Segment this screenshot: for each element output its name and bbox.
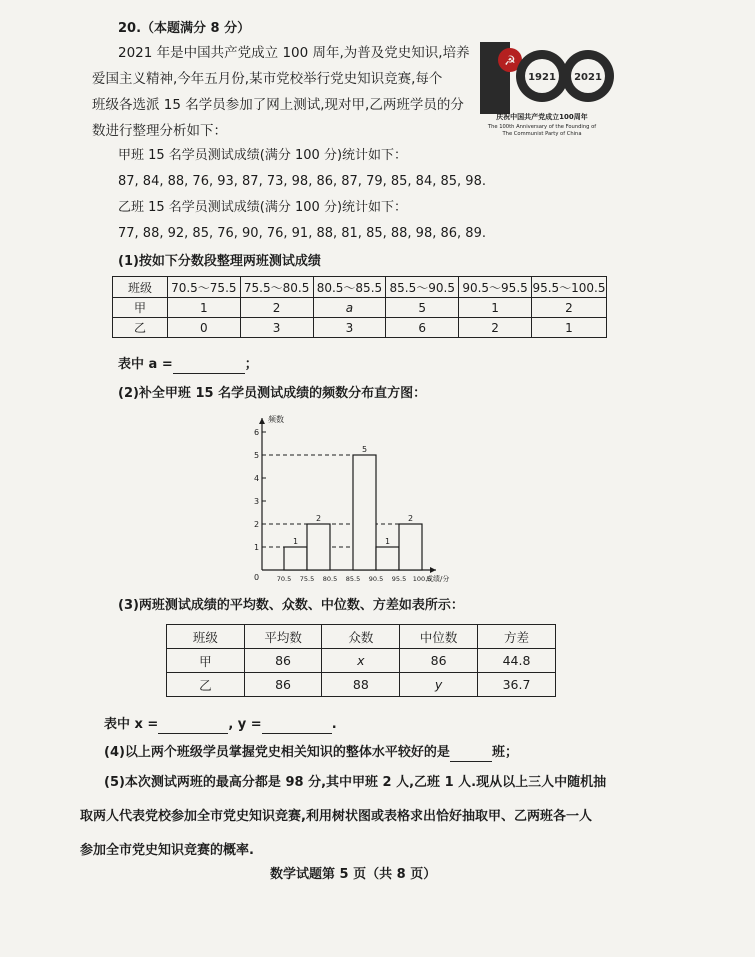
histogram-bar <box>284 547 307 570</box>
table-cell: 5 <box>386 298 459 318</box>
histogram-bars <box>284 455 422 570</box>
y-tick-label: 6 <box>254 428 260 437</box>
bar-value-label: 5 <box>361 445 368 454</box>
table-cell: 3 <box>313 318 386 338</box>
table-header-cell: 班级 <box>167 625 245 649</box>
q1-prompt: (1)按如下分数段整理两班测试成绩 <box>118 254 321 269</box>
table-cell: y <box>400 673 478 697</box>
table-row <box>113 318 607 338</box>
x-tick-label: 70.5 <box>276 575 292 583</box>
y-tick-label: 2 <box>254 520 260 529</box>
q3-answer-suffix: . <box>331 717 337 732</box>
table-header-row <box>167 625 556 649</box>
origin-label: 0 <box>254 573 260 582</box>
table-cell: a <box>313 298 386 318</box>
histogram-bar <box>376 547 399 570</box>
x-tick-label: 75.5 <box>299 575 315 583</box>
frequency-histogram <box>240 410 480 590</box>
table-cell: 3 <box>240 318 313 338</box>
centenary-logo <box>470 38 616 140</box>
q3-answer-prefix: 表中 x = <box>104 717 159 732</box>
logo-badge-left: 1921 <box>528 72 556 83</box>
x-tick-label: 90.5 <box>368 575 384 583</box>
logo-caption-en-2: The Communist Party of China <box>502 131 582 137</box>
q5-line: 取两人代表党校参加全市党史知识竞赛,利用树状图或表格求出恰好抽取甲、乙两班各一人 <box>80 809 592 824</box>
table-header-cell: 70.5～75.5 <box>167 277 240 298</box>
x-tick-label: 85.5 <box>345 575 361 583</box>
histogram-bar <box>307 524 330 570</box>
table-header-cell: 90.5～95.5 <box>459 277 532 298</box>
y-axis-arrow <box>259 418 265 424</box>
logo-caption-cn: 庆祝中国共产党成立100周年 <box>496 113 588 121</box>
q4-prompt: (4)以上两个班级学员掌握党史相关知识的整体水平较好的是 <box>104 745 450 760</box>
table-cell: 0 <box>167 318 240 338</box>
table-cell: 88 <box>322 673 400 697</box>
intro-line: 数进行整理分析如下： <box>92 123 227 139</box>
q5-line: (5)本次测试两班的最高分都是 98 分,其中甲班 2 人,乙班 1 人.现从以上三人中随机抽 <box>104 775 607 790</box>
problem-number: 20.（本题满分 8 分） <box>118 21 251 36</box>
statistics-table <box>166 624 556 697</box>
q4-suffix: 班； <box>491 745 518 760</box>
answer-blank-class[interactable] <box>450 747 492 762</box>
q3-prompt: (3)两班测试成绩的平均数、众数、中位数、方差如表所示： <box>118 598 464 613</box>
histogram-bar <box>353 455 376 570</box>
y-axis-title: 频数 <box>268 415 284 424</box>
table-cell: 1 <box>167 298 240 318</box>
table-cell: 2 <box>240 298 313 318</box>
table-header-cell: 方差 <box>477 625 555 649</box>
x-axis-arrow <box>430 567 436 573</box>
table-header-cell: 85.5～90.5 <box>386 277 459 298</box>
table-cell: 2 <box>531 298 606 318</box>
table-cell: 乙 <box>167 673 245 697</box>
table-row <box>167 673 556 697</box>
answer-blank-a[interactable] <box>173 359 245 374</box>
histogram-guides <box>262 455 422 547</box>
table-cell: 乙 <box>113 318 168 338</box>
x-axis-title: 成绩/分 <box>426 575 450 583</box>
y-tick-label: 5 <box>254 451 260 460</box>
table-cell: 6 <box>386 318 459 338</box>
page-footer: 数学试题第 5 页（共 8 页） <box>270 867 437 882</box>
class-a-caption: 甲班 15 名学员测试成绩(满分 100 分)统计如下： <box>118 148 408 163</box>
y-tick-label: 1 <box>254 543 260 552</box>
logo-badge-right: 2021 <box>574 72 602 83</box>
centenary-logo-graphic <box>470 38 616 140</box>
bar-value-label: 1 <box>384 537 391 546</box>
q3-answer-line <box>104 716 337 734</box>
table-header-row <box>113 277 607 298</box>
table-cell: 1 <box>531 318 606 338</box>
table-cell: 2 <box>459 318 532 338</box>
q1-answer-prefix: 表中 a = <box>118 357 173 372</box>
table-cell: 1 <box>459 298 532 318</box>
answer-blank-y[interactable] <box>262 719 332 734</box>
table-header-cell: 中位数 <box>400 625 478 649</box>
q3-answer-mid: , y = <box>228 717 262 732</box>
table-cell: 86 <box>400 649 478 673</box>
table-header-cell: 众数 <box>322 625 400 649</box>
x-tick-label: 100.5 <box>412 575 432 583</box>
bar-value-label: 1 <box>292 537 299 546</box>
q2-prompt: (2)补全甲班 15 名学员测试成绩的频数分布直方图： <box>118 386 427 401</box>
q4-line <box>104 744 518 762</box>
table-header-cell: 班级 <box>113 277 168 298</box>
class-b-scores: 77, 88, 92, 85, 76, 90, 76, 91, 88, 81, 85, 88, 98, 86, 89. <box>118 226 486 241</box>
table-cell: 36.7 <box>477 673 555 697</box>
table-cell: 86 <box>244 673 322 697</box>
table-row <box>167 649 556 673</box>
intro-line: 2021 年是中国共产党成立 100 周年,为普及党史知识,培养 <box>118 45 470 61</box>
y-tick-label: 3 <box>254 497 260 506</box>
table-header-cell: 80.5～85.5 <box>313 277 386 298</box>
score-range-table <box>112 276 607 338</box>
table-header-cell: 95.5～100.5 <box>531 277 606 298</box>
table-row <box>113 298 607 318</box>
answer-blank-x[interactable] <box>158 719 228 734</box>
bar-value-label: 2 <box>315 514 322 523</box>
class-b-caption: 乙班 15 名学员测试成绩(满分 100 分)统计如下： <box>118 200 408 215</box>
q1-answer-suffix: ； <box>244 357 258 372</box>
table-cell: x <box>322 649 400 673</box>
intro-line: 班级各选派 15 名学员参加了网上测试,现对甲,乙两班学员的分 <box>92 97 464 113</box>
x-tick-label: 80.5 <box>322 575 338 583</box>
q1-answer-line <box>118 356 258 374</box>
x-tick-label: 95.5 <box>391 575 407 583</box>
table-cell: 44.8 <box>477 649 555 673</box>
table-cell: 甲 <box>167 649 245 673</box>
q5-line: 参加全市党史知识竞赛的概率. <box>80 843 254 858</box>
table-cell: 86 <box>244 649 322 673</box>
bar-value-label: 2 <box>407 514 414 523</box>
intro-line: 爱国主义精神,今年五月份,某市党校举行党史知识竞赛,每个 <box>92 71 443 87</box>
logo-caption-en-1: The 100th Anniversary of the Founding of <box>487 124 597 130</box>
table-header-cell: 75.5～80.5 <box>240 277 313 298</box>
histogram-bar <box>399 524 422 570</box>
problem-intro <box>92 40 470 144</box>
y-tick-label: 4 <box>254 474 260 483</box>
table-cell: 甲 <box>113 298 168 318</box>
class-a-scores: 87, 84, 88, 76, 93, 87, 73, 98, 86, 87, 79, 85, 84, 85, 98. <box>118 174 486 189</box>
svg-text:☭: ☭ <box>504 54 516 69</box>
table-header-cell: 平均数 <box>244 625 322 649</box>
